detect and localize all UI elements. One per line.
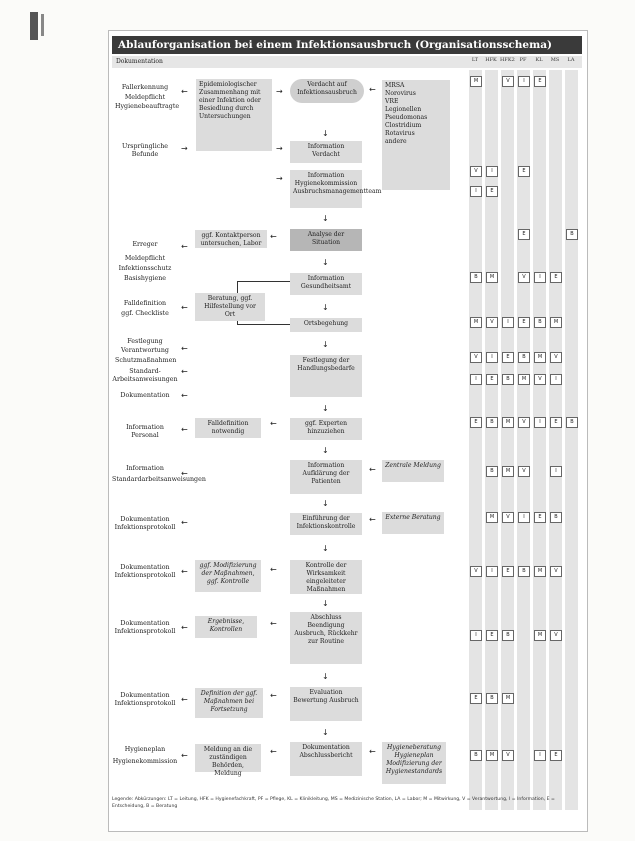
matrix-cell: B	[486, 417, 498, 428]
left-label: Hygieneplan	[124, 746, 166, 753]
left-label: Festlegung	[127, 338, 163, 345]
arrow-down-icon: ↓	[322, 303, 329, 312]
left-label: Falldefinition	[123, 300, 167, 307]
arrow-down-icon: ↓	[322, 544, 329, 553]
pathogen-item: Legionellen	[385, 106, 422, 113]
matrix-cell: M	[502, 693, 514, 704]
matrix-cell: V	[486, 317, 498, 328]
left-label: Basishygiene	[123, 275, 167, 282]
matrix-cell: M	[470, 317, 482, 328]
arrow-left-icon: ←	[181, 391, 188, 400]
arrow-left-icon: ←	[270, 619, 277, 628]
matrix-cell: V	[518, 272, 530, 283]
matrix-cell: E	[470, 417, 482, 428]
matrix-cell: B	[566, 229, 578, 240]
matrix-cell: E	[470, 693, 482, 704]
arrow-left-icon: ←	[270, 747, 277, 756]
matrix-cell: B	[486, 693, 498, 704]
arrow-right-icon: →	[181, 144, 188, 153]
matrix-header: KL	[535, 57, 543, 63]
schema-title: Ablauforganisation bei einem Infektionsausbruch (Organisationsschema)	[112, 36, 582, 54]
matrix-cell: E	[518, 229, 530, 240]
arrow-left-icon: ←	[181, 367, 188, 376]
matrix-cell: I	[534, 272, 546, 283]
matrix-cell: M	[518, 374, 530, 385]
legend	[112, 796, 582, 824]
arrow-down-icon: ↓	[322, 728, 329, 737]
pathogen-item: MRSA	[385, 82, 405, 89]
connector-line	[237, 321, 238, 325]
arrow-left-icon: ←	[369, 515, 376, 524]
suspicion-box: Verdacht auf Infektionsausbruch	[290, 79, 364, 103]
pathogen-item: Norovirus	[385, 90, 416, 97]
matrix-cell: I	[486, 352, 498, 363]
left-label: Hygienekommission	[112, 758, 178, 765]
external-advice-box: Externe Beratung	[382, 512, 444, 534]
left-label: Erreger	[132, 241, 158, 248]
matrix-cell: V	[502, 76, 514, 87]
matrix-cell: E	[518, 317, 530, 328]
arrow-left-icon: ←	[181, 623, 188, 632]
matrix-cell: I	[518, 76, 530, 87]
left-label: Verantwortung	[121, 347, 169, 354]
advisory-box: Beratung, ggf. Hilfestellung vor Ort	[195, 293, 265, 321]
arrow-left-icon: ←	[369, 747, 376, 756]
arrow-left-icon: ←	[181, 751, 188, 760]
left-label: Hygienebeauftragte	[115, 103, 180, 110]
experts-box: ggf. Experten hinzuziehen	[290, 418, 362, 440]
epidemiology-box: Epidemiologischer Zusammenhang mit einer Infektion oder Besiedlung durch Untersuchungen	[196, 79, 272, 151]
matrix-cell: B	[518, 566, 530, 577]
left-label: Dokumentation Infektionsprotokoll	[114, 564, 176, 579]
left-label: Dokumentation Infektionsprotokoll	[114, 516, 176, 531]
matrix-cell: V	[502, 512, 514, 523]
closure-box: Abschluss Beendigung Ausbruch, Rückkehr zur Routine	[290, 612, 362, 664]
pathogen-item: Rotavirus	[385, 130, 415, 137]
patient-info-box: Information Aufklärung der Patienten	[290, 460, 362, 494]
arrow-left-icon: ←	[270, 419, 277, 428]
arrow-left-icon: ←	[270, 565, 277, 574]
arrow-left-icon: ←	[181, 469, 188, 478]
contact-testing-box: ggf. Kontaktperson untersuchen, Labor	[195, 230, 267, 248]
matrix-cell: B	[502, 630, 514, 641]
health-office-box: Information Gesundheitsamt	[290, 273, 362, 295]
results-box: Ergebnisse, Kontrollen	[195, 616, 257, 638]
info-suspicion-box: Information Verdacht	[290, 141, 362, 163]
binding-mark	[41, 14, 44, 36]
arrow-down-icon: ↓	[322, 340, 329, 349]
matrix-column	[517, 70, 530, 810]
infection-control-box: Einführung der Infektionskontrolle	[290, 513, 362, 535]
arrow-left-icon: ←	[270, 232, 277, 241]
matrix-cell: E	[550, 417, 562, 428]
matrix-cell: M	[534, 352, 546, 363]
matrix-cell: E	[502, 352, 514, 363]
arrow-left-icon: ←	[181, 518, 188, 527]
left-label: Standardarbeitsanweisungen	[112, 476, 206, 483]
evaluation-box: Evaluation Bewertung Ausbruch	[290, 687, 362, 721]
matrix-cell: I	[502, 317, 514, 328]
matrix-header: MS	[550, 57, 560, 63]
matrix-cell: I	[534, 750, 546, 761]
left-label: Meldepflicht	[124, 94, 166, 101]
arrow-down-icon: ↓	[322, 446, 329, 455]
arrow-left-icon: ←	[181, 695, 188, 704]
matrix-cell: B	[534, 317, 546, 328]
matrix-column	[549, 70, 562, 810]
matrix-cell: V	[550, 352, 562, 363]
matrix-cell: B	[470, 750, 482, 761]
matrix-cell: I	[486, 166, 498, 177]
left-label: ggf. Checkliste	[121, 310, 169, 317]
matrix-cell: M	[502, 417, 514, 428]
pathogen-list-box	[382, 80, 450, 190]
matrix-cell: E	[486, 186, 498, 197]
left-label: Dokumentation Infektionsprotokoll	[114, 692, 176, 707]
matrix-cell: V	[534, 374, 546, 385]
pathogen-item: andere	[385, 138, 407, 145]
matrix-cell: V	[470, 166, 482, 177]
pathogen-item: VRE	[385, 98, 399, 105]
central-reporting-box: Zentrale Meldung	[382, 460, 444, 482]
pathogen-item: Clostridium	[385, 122, 422, 129]
hygiene-plan-box: Hygieneberatung Hygieneplan Modifizierung der Hygienestandards	[382, 742, 446, 784]
matrix-cell: V	[502, 750, 514, 761]
matrix-cell: B	[486, 466, 498, 477]
arrow-right-icon: →	[276, 144, 283, 153]
left-label: Schutzmaßnahmen	[115, 357, 177, 364]
matrix-cell: I	[550, 374, 562, 385]
left-label: Fallerkennung	[121, 84, 169, 91]
matrix-cell: V	[470, 566, 482, 577]
left-label: Infektionsschutz	[118, 265, 172, 272]
matrix-header: HFK	[485, 57, 497, 63]
arrow-down-icon: ↓	[322, 672, 329, 681]
matrix-cell: V	[550, 566, 562, 577]
matrix-header: LA	[567, 57, 575, 63]
left-label: Ursprüngliche Befunde	[121, 143, 169, 158]
effectiveness-box: Kontrolle der Wirksamkeit eingeleiteter Maßnahmen	[290, 560, 362, 594]
arrow-left-icon: ←	[181, 344, 188, 353]
matrix-cell: M	[486, 512, 498, 523]
matrix-cell: M	[550, 317, 562, 328]
arrow-down-icon: ↓	[322, 129, 329, 138]
commission-box: Information Hygienekommission Ausbruchsmanagementteam	[290, 170, 362, 208]
matrix-cell: I	[534, 417, 546, 428]
left-label: Dokumentation Infektionsprotokoll	[114, 620, 176, 635]
binding-mark	[30, 12, 38, 40]
matrix-cell: M	[534, 566, 546, 577]
matrix-cell: B	[502, 374, 514, 385]
matrix-cell: E	[550, 750, 562, 761]
matrix-cell: I	[550, 466, 562, 477]
matrix-cell: E	[534, 512, 546, 523]
matrix-cell: E	[534, 76, 546, 87]
matrix-cell: E	[502, 566, 514, 577]
matrix-column	[533, 70, 546, 810]
matrix-cell: B	[566, 417, 578, 428]
connector-line	[237, 281, 291, 282]
matrix-cell: M	[502, 466, 514, 477]
matrix-cell: E	[550, 272, 562, 283]
left-label: Dokumentation	[120, 392, 170, 399]
doc-row-label: Dokumentation	[112, 56, 582, 68]
matrix-cell: E	[486, 630, 498, 641]
arrow-left-icon: ←	[369, 465, 376, 474]
matrix-cell: I	[486, 566, 498, 577]
matrix-cell: V	[518, 466, 530, 477]
matrix-cell: I	[470, 630, 482, 641]
legend-text: Abkürzungen: LT = Leitung, HFK = Hygienefachkraft, PF = Pflege, KL = Klinikleitung, MS = Medizinische Station, LA = Labor; M = Mitwirkung, V = Verantwortung, I = Information, E = Entscheidung, B = Beratung	[112, 797, 555, 809]
final-report-box: Dokumentation Abschlussbericht	[290, 742, 362, 776]
arrow-left-icon: ←	[181, 303, 188, 312]
site-visit-box: Ortsbegehung	[290, 318, 362, 332]
arrow-down-icon: ↓	[322, 214, 329, 223]
left-label: Information	[126, 465, 164, 472]
connector-line	[237, 281, 238, 293]
arrow-right-icon: →	[276, 87, 283, 96]
arrow-left-icon: ←	[270, 691, 277, 700]
matrix-column	[565, 70, 578, 810]
continuation-box: Definition der ggf. Maßnahmen bei Fortsetzung	[195, 688, 263, 718]
left-label: Information Personal	[126, 424, 164, 439]
arrow-left-icon: ←	[181, 425, 188, 434]
arrow-left-icon: ←	[369, 85, 376, 94]
analysis-box: Analyse der Situation	[290, 229, 362, 251]
matrix-header: PF	[519, 57, 527, 63]
matrix-cell: M	[486, 272, 498, 283]
matrix-cell: B	[470, 272, 482, 283]
arrow-left-icon: ←	[181, 87, 188, 96]
matrix-cell: E	[486, 374, 498, 385]
modification-box: ggf. Modifizierung der Maßnahmen, ggf. Kontrolle	[195, 560, 261, 592]
arrow-right-icon: →	[276, 174, 283, 183]
arrow-down-icon: ↓	[322, 599, 329, 608]
left-label: Meldepflicht	[124, 255, 166, 262]
arrow-down-icon: ↓	[322, 499, 329, 508]
matrix-header: LT	[471, 57, 479, 63]
legend-label: Legende:	[112, 797, 134, 802]
matrix-cell: M	[486, 750, 498, 761]
matrix-cell: V	[550, 630, 562, 641]
connector-line	[237, 324, 291, 325]
matrix-cell: M	[470, 76, 482, 87]
matrix-cell: B	[550, 512, 562, 523]
matrix-cell: I	[470, 374, 482, 385]
matrix-cell: B	[518, 352, 530, 363]
matrix-cell: V	[518, 417, 530, 428]
reporting-box: Meldung an die zuständigen Behörden, Meldung	[195, 744, 261, 772]
action-needs-box: Festlegung der Handlungsbedarfe	[290, 355, 362, 397]
matrix-cell: M	[534, 630, 546, 641]
left-label: Standard-Arbeitsanweisungen	[112, 368, 178, 383]
matrix-cell: V	[470, 352, 482, 363]
matrix-cell: I	[470, 186, 482, 197]
arrow-down-icon: ↓	[322, 404, 329, 413]
arrow-left-icon: ←	[181, 567, 188, 576]
arrow-left-icon: ←	[181, 242, 188, 251]
pathogen-item: Pseudomonas	[385, 114, 428, 121]
matrix-cell: I	[518, 512, 530, 523]
case-definition-box: Falldefinition notwendig	[195, 418, 261, 438]
arrow-down-icon: ↓	[322, 258, 329, 267]
matrix-cell: E	[518, 166, 530, 177]
matrix-header: HFK2	[500, 57, 515, 63]
